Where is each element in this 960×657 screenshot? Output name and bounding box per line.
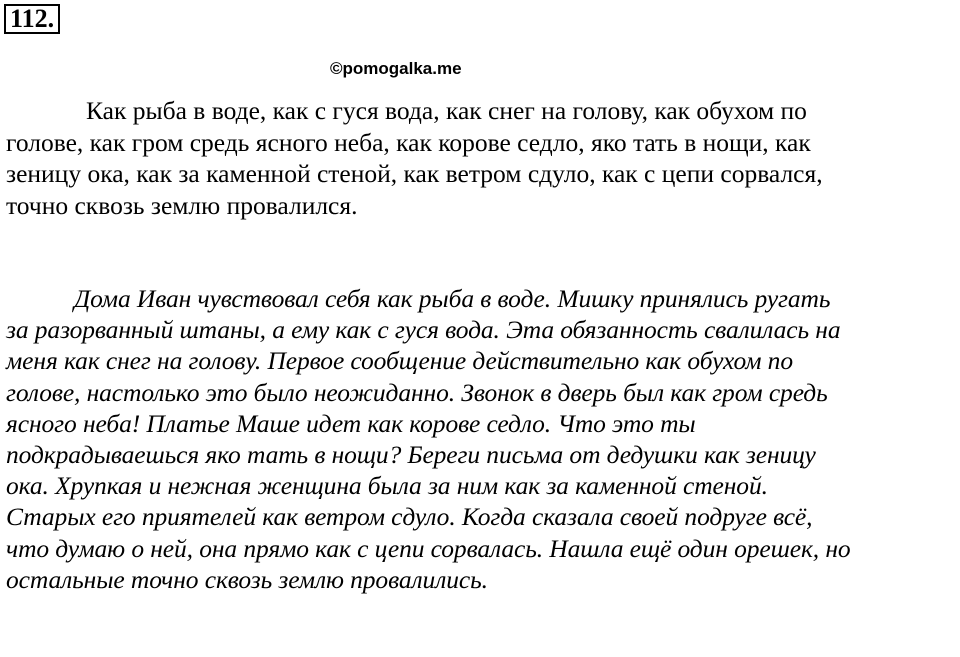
idioms-line-3: зеницу ока, как за каменной стеной, как ветром сдуло, как с цепи сорвался, xyxy=(6,159,823,188)
examples-line-3: меня как снег на голову. Первое сообщение действительно как обухом по xyxy=(6,346,793,376)
idioms-line-4: точно сквозь землю провалился. xyxy=(6,190,358,220)
examples-line-6: подкрадываешься яко тать в нощи? Береги письма от дедушки как зеницу xyxy=(6,440,816,470)
watermark: ©pomogalka.me xyxy=(330,59,462,78)
examples-line-7: ока. Хрупкая и нежная женщина была за ним как за каменной стеной. xyxy=(6,471,768,501)
examples-line-2: за разорванный штаны, а ему как с гуся вода. Эта обязанность свалилась на xyxy=(6,315,841,345)
task-number-badge xyxy=(4,4,60,34)
examples-line-9: что думаю о ней, она прямо как с цепи сорвалась. Нашла ещё один орешек, но xyxy=(6,533,851,563)
examples-line-4: голове, настолько это было неожиданно. Звонок в дверь был как гром средь xyxy=(6,377,828,407)
examples-line-8: Старых его приятелей как ветром сдуло. Когда сказала своей подруге всё, xyxy=(6,502,813,532)
examples-line-1: Дома Иван чувствовал себя как рыба в воде. Мишку принялись ругать xyxy=(74,284,831,313)
idioms-line-2: голове, как гром средь ясного неба, как корове седло, яко тать в нощи, как xyxy=(6,127,811,157)
idioms-paragraph xyxy=(6,95,954,221)
examples-line-5: ясного неба! Платье Маше идет как корове седло. Что это ты xyxy=(6,408,696,438)
examples-line-10: остальные точно сквозь землю провалились. xyxy=(6,564,488,594)
examples-paragraph xyxy=(6,283,954,595)
task-number: 112. xyxy=(10,4,55,33)
idioms-line-1: Как рыба в воде, как с гуся вода, как снег на голову, как обухом по xyxy=(86,96,807,125)
